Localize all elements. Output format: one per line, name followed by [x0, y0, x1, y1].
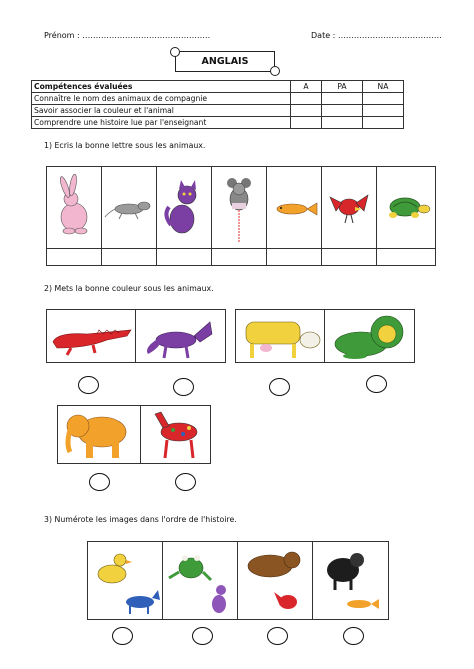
q3-scene-2 — [162, 541, 239, 620]
q1-cell-turtle — [376, 166, 436, 250]
q1-cell-fish — [266, 166, 323, 250]
answer-box[interactable] — [211, 248, 268, 266]
answer-box[interactable] — [156, 248, 213, 266]
q2-cell-giraffe — [140, 405, 211, 464]
number-circle[interactable] — [112, 627, 133, 645]
cell-na[interactable] — [363, 117, 404, 129]
prenom-label: Prénom : ………………………………………… — [44, 31, 211, 40]
q1-cell-rat — [101, 166, 158, 250]
table-row — [32, 93, 404, 105]
answer-box[interactable] — [321, 248, 378, 266]
table-header-skills: Compétences évaluées — [32, 81, 291, 93]
table-header-row — [32, 81, 404, 93]
number-circle[interactable] — [267, 627, 288, 645]
table-header-a: A — [291, 81, 322, 93]
q2-cell-lion — [324, 309, 415, 363]
skill-1: Connaître le nom des animaux de compagnie — [32, 93, 291, 105]
color-circle[interactable] — [78, 376, 99, 394]
turtle-icon — [377, 167, 435, 249]
q1-cell-mouse — [211, 166, 268, 250]
cell-a[interactable] — [291, 117, 322, 129]
competences-table — [31, 80, 404, 129]
rat-icon — [102, 167, 157, 249]
skill-2: Savoir associer la couleur et l'animal — [32, 105, 291, 117]
q3-scene-1 — [87, 541, 164, 620]
mouse-icon — [212, 167, 267, 249]
q2-cell-crocodile — [46, 309, 137, 363]
number-circle[interactable] — [343, 627, 364, 645]
cell-na[interactable] — [363, 93, 404, 105]
date-label: Date : ………………………………… — [311, 31, 442, 40]
bird-icon — [322, 167, 377, 249]
table-row — [32, 117, 404, 129]
q3-scene-3 — [237, 541, 314, 620]
elephant-icon — [58, 406, 141, 463]
page-title: ANGLAIS — [175, 51, 275, 72]
q2-cell-fox — [135, 309, 226, 363]
table-header-na: NA — [363, 81, 404, 93]
question-3: 3) Numérote les images dans l'ordre de l'histoire. — [44, 515, 237, 524]
answer-box[interactable] — [376, 248, 436, 266]
q1-cell-cat — [156, 166, 213, 250]
cat-icon — [157, 167, 212, 249]
question-2: 2) Mets la bonne couleur sous les animaux. — [44, 284, 214, 293]
color-circle[interactable] — [366, 375, 387, 393]
cell-na[interactable] — [363, 105, 404, 117]
number-circle[interactable] — [192, 627, 213, 645]
cell-a[interactable] — [291, 105, 322, 117]
giraffe-icon — [141, 406, 210, 463]
q1-grid — [46, 166, 434, 264]
q3-scene-4 — [312, 541, 389, 620]
cell-pa[interactable] — [322, 105, 363, 117]
question-1: 1) Ecris la bonne lettre sous les animaux. — [44, 141, 206, 150]
color-circle[interactable] — [269, 378, 290, 396]
color-circle[interactable] — [175, 473, 196, 491]
cow-icon — [236, 310, 325, 362]
q1-cell-rabbit — [46, 166, 103, 250]
fish-icon — [267, 167, 322, 249]
answer-box[interactable] — [266, 248, 323, 266]
q2-cell-elephant — [57, 405, 142, 464]
frog-cat-icon — [163, 542, 238, 619]
table-header-pa: PA — [322, 81, 363, 93]
q2-cell-cow — [235, 309, 326, 363]
bear-bird-icon — [238, 542, 313, 619]
rabbit-icon — [47, 167, 102, 249]
lion-icon — [325, 310, 414, 362]
cell-a[interactable] — [291, 93, 322, 105]
color-circle[interactable] — [89, 473, 110, 491]
answer-box[interactable] — [101, 248, 158, 266]
duck-horse-icon — [88, 542, 163, 619]
fox-icon — [136, 310, 225, 362]
color-circle[interactable] — [173, 378, 194, 396]
answer-box[interactable] — [46, 248, 103, 266]
sheep-fish-icon — [313, 542, 388, 619]
cell-pa[interactable] — [322, 93, 363, 105]
q1-cell-bird — [321, 166, 378, 250]
cell-pa[interactable] — [322, 117, 363, 129]
skill-3: Comprendre une histoire lue par l'enseignant — [32, 117, 291, 129]
crocodile-icon — [47, 310, 136, 362]
table-row — [32, 105, 404, 117]
